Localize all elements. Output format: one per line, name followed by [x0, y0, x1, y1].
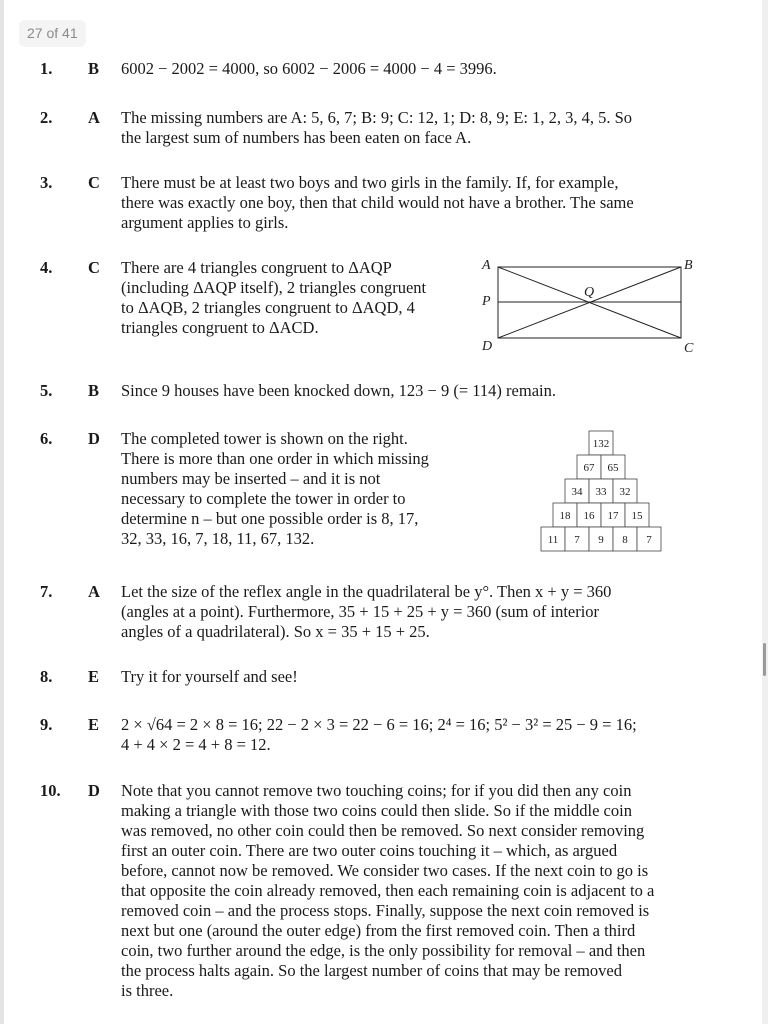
text-line: There is more than one order in which missing: [121, 449, 429, 468]
answer-letter: D: [88, 429, 100, 448]
text-line: removed coin – and the process stops. Finally, suppose the next coin removed is: [121, 901, 650, 920]
solution-text: [121, 715, 637, 755]
tower-cell: 34: [571, 486, 583, 498]
text-line: determine n – but one possible order is 8, 17,: [121, 509, 419, 528]
tower-cell: 9: [598, 534, 604, 546]
tower-cell: 15: [631, 510, 643, 522]
text-line: 4 + 4 × 2 = 4 + 8 = 12.: [121, 735, 271, 754]
answer-letter: A: [88, 582, 100, 601]
tower-cell: 132: [592, 438, 610, 450]
solution-text: [121, 667, 298, 687]
text-line: that opposite the coin already removed, then each remaining coin is adjacent to a: [121, 881, 655, 900]
text-line: was removed, no other coin could then be removed. So next consider removing: [121, 821, 645, 840]
label-b: B: [684, 258, 693, 273]
text-line: (including ΔAQP itself), 2 triangles congruent: [121, 278, 427, 297]
question-number: 5.: [40, 381, 53, 400]
answer-letter: E: [88, 715, 100, 734]
text-line: Since 9 houses have been knocked down, 123 − 9 (= 114) remain.: [121, 381, 556, 400]
text-line: is three.: [121, 981, 174, 1000]
text-line: The missing numbers are A: 5, 6, 7; B: 9; C: 12, 1; D: 8, 9; E: 1, 2, 3, 4, 5. So: [121, 108, 633, 127]
question-number: 6.: [40, 429, 53, 448]
answer-letter: D: [88, 781, 100, 800]
tower-cell: 11: [547, 534, 559, 546]
text-line: necessary to complete the tower in order to: [121, 489, 406, 508]
text-line: to ΔAQB, 2 triangles congruent to ΔAQD, 4: [121, 298, 415, 317]
question-number: 9.: [40, 715, 53, 734]
tower-cell: 17: [607, 510, 619, 522]
text-line: coin, two further around the edge, is the only possibility for removal – and then: [121, 941, 646, 960]
scrollbar-track[interactable]: [762, 0, 768, 1024]
label-c: C: [684, 341, 694, 356]
tower-cell: 16: [583, 510, 595, 522]
number-tower-diagram: [530, 425, 670, 555]
text-line: first an outer coin. There are two outer coins touching it – which, as argued: [121, 841, 618, 860]
answer-letter: C: [88, 258, 100, 277]
solution-text: [121, 781, 654, 1001]
rectangle-diagram: [470, 252, 710, 356]
text-line: there was exactly one boy, then that child would not have a brother. The same: [121, 193, 634, 212]
viewer-left-edge: [0, 0, 4, 1024]
text-line: (angles at a point). Furthermore, 35 + 15 + 25 + y = 360 (sum of interior: [121, 602, 600, 621]
tower-cell: 67: [583, 462, 595, 474]
tower-cell: 7: [574, 534, 580, 546]
text-line: There are 4 triangles congruent to ΔAQP: [121, 258, 392, 277]
question-number: 2.: [40, 108, 53, 127]
text-line: There must be at least two boys and two girls in the family. If, for example,: [121, 173, 619, 192]
text-line: argument applies to girls.: [121, 213, 289, 232]
solution-text: [121, 173, 634, 233]
solution-text: [121, 429, 429, 549]
text-line: The completed tower is shown on the right.: [121, 429, 408, 448]
answer-letter: B: [88, 381, 100, 400]
tower-cell: 8: [622, 534, 628, 546]
text-line: the largest sum of numbers has been eaten on face A.: [121, 128, 472, 147]
text-line: next but one (around the outer edge) from the first removed coin. Then a third: [121, 921, 636, 940]
solution-text: [121, 59, 497, 79]
answer-letter: B: [88, 59, 100, 78]
solution-text: [121, 582, 611, 642]
text-line: angles of a quadrilateral). So x = 35 + 15 + 25.: [121, 622, 430, 641]
page-indicator: 27 of 41: [19, 20, 86, 47]
solution-text: [121, 381, 556, 401]
text-line: 2 × √64 = 2 × 8 = 16; 22 − 2 × 3 = 22 − 6 = 16; 2⁴ = 16; 5² − 3² = 25 − 9 = 16;: [121, 715, 637, 734]
answer-letter: E: [88, 667, 100, 686]
solution-text: [121, 258, 426, 338]
text-line: Try it for yourself and see!: [121, 667, 298, 686]
text-line: the process halts again. So the largest number of coins that may be removed: [121, 961, 622, 980]
tower-cell: 65: [607, 462, 619, 474]
tower-cell: 18: [559, 510, 571, 522]
text-line: 32, 33, 16, 7, 18, 11, 67, 132.: [121, 529, 315, 548]
solution-text: [121, 108, 632, 148]
tower-cell: 33: [595, 486, 607, 498]
text-line: making a triangle with those two coins could then slide. So if the middle coin: [121, 801, 632, 820]
question-number: 4.: [40, 258, 53, 277]
label-q: Q: [584, 285, 595, 300]
answer-letter: C: [88, 173, 100, 192]
label-p: P: [482, 294, 491, 309]
question-number: 10.: [40, 781, 61, 800]
text-line: 6002 − 2002 = 4000, so 6002 − 2006 = 4000 − 4 = 3996.: [121, 59, 497, 78]
text-line: Note that you cannot remove two touching coins; for if you did then any coin: [121, 781, 632, 800]
label-a: A: [482, 258, 491, 273]
label-d: D: [482, 339, 493, 354]
question-number: 3.: [40, 173, 53, 192]
tower-cell: 32: [619, 486, 631, 498]
answer-letter: A: [88, 108, 100, 127]
text-line: triangles congruent to ΔACD.: [121, 318, 319, 337]
question-number: 7.: [40, 582, 53, 601]
question-number: 1.: [40, 59, 53, 78]
text-line: Let the size of the reflex angle in the quadrilateral be y°. Then x + y = 360: [121, 582, 612, 601]
scrollbar-thumb[interactable]: [763, 643, 766, 676]
question-number: 8.: [40, 667, 53, 686]
text-line: numbers may be inserted – and it is not: [121, 469, 381, 488]
text-line: before, cannot now be removed. We consider two cases. If the next coin to go is: [121, 861, 649, 880]
tower-cell: 7: [646, 534, 652, 546]
